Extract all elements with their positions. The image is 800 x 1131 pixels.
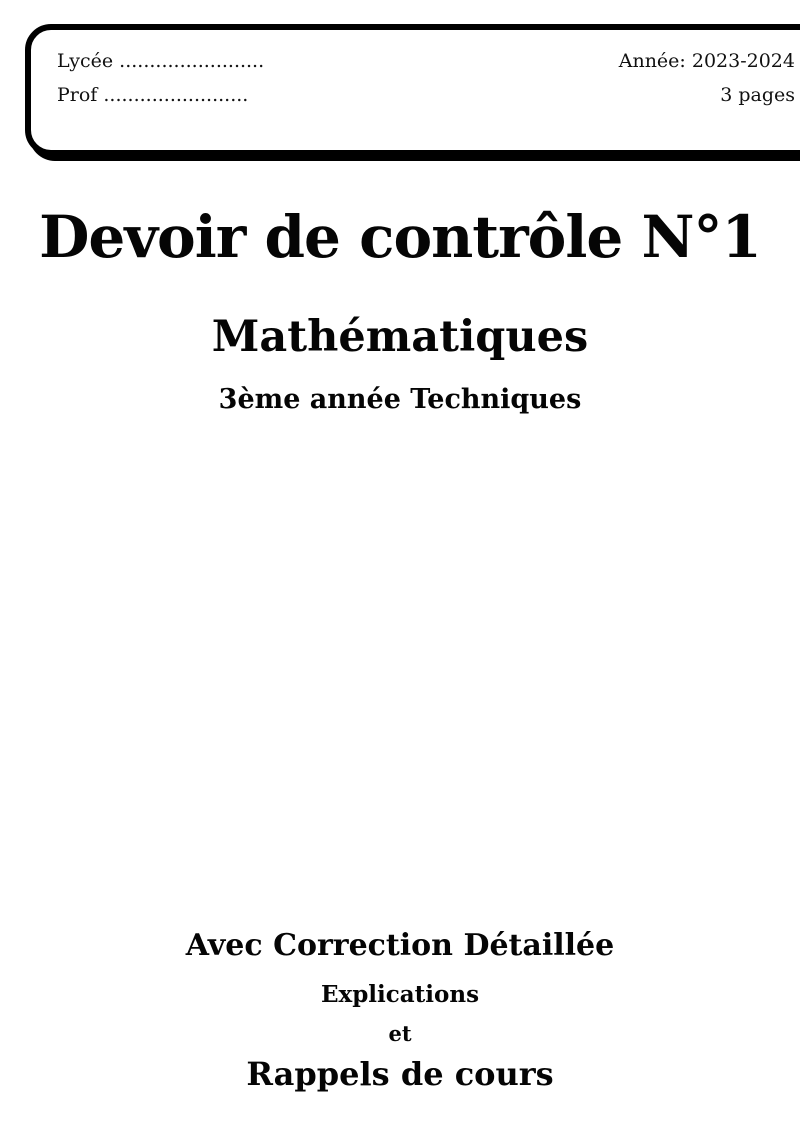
subject-title: Mathématiques xyxy=(211,312,589,362)
school-year-label: Année: 2023-2024 xyxy=(618,50,795,72)
header-left-column xyxy=(57,50,264,106)
footer-correction-note: Avec Correction Détaillée xyxy=(185,928,615,963)
header-right-column xyxy=(619,50,795,106)
exam-title: Devoir de contrôle N°1 xyxy=(39,203,761,271)
footer-et-note: et xyxy=(388,1021,412,1046)
page-count-label: 3 pages xyxy=(720,84,795,106)
prof-blank-line: Prof ........................ xyxy=(57,84,249,106)
lycee-blank-line: Lycée ........................ xyxy=(57,50,265,72)
footer-rappels-note: Rappels de cours xyxy=(246,1055,554,1093)
header-box xyxy=(25,24,800,156)
footer-explications-note: Explications xyxy=(320,981,480,1008)
grade-level: 3ème année Techniques xyxy=(218,384,582,415)
